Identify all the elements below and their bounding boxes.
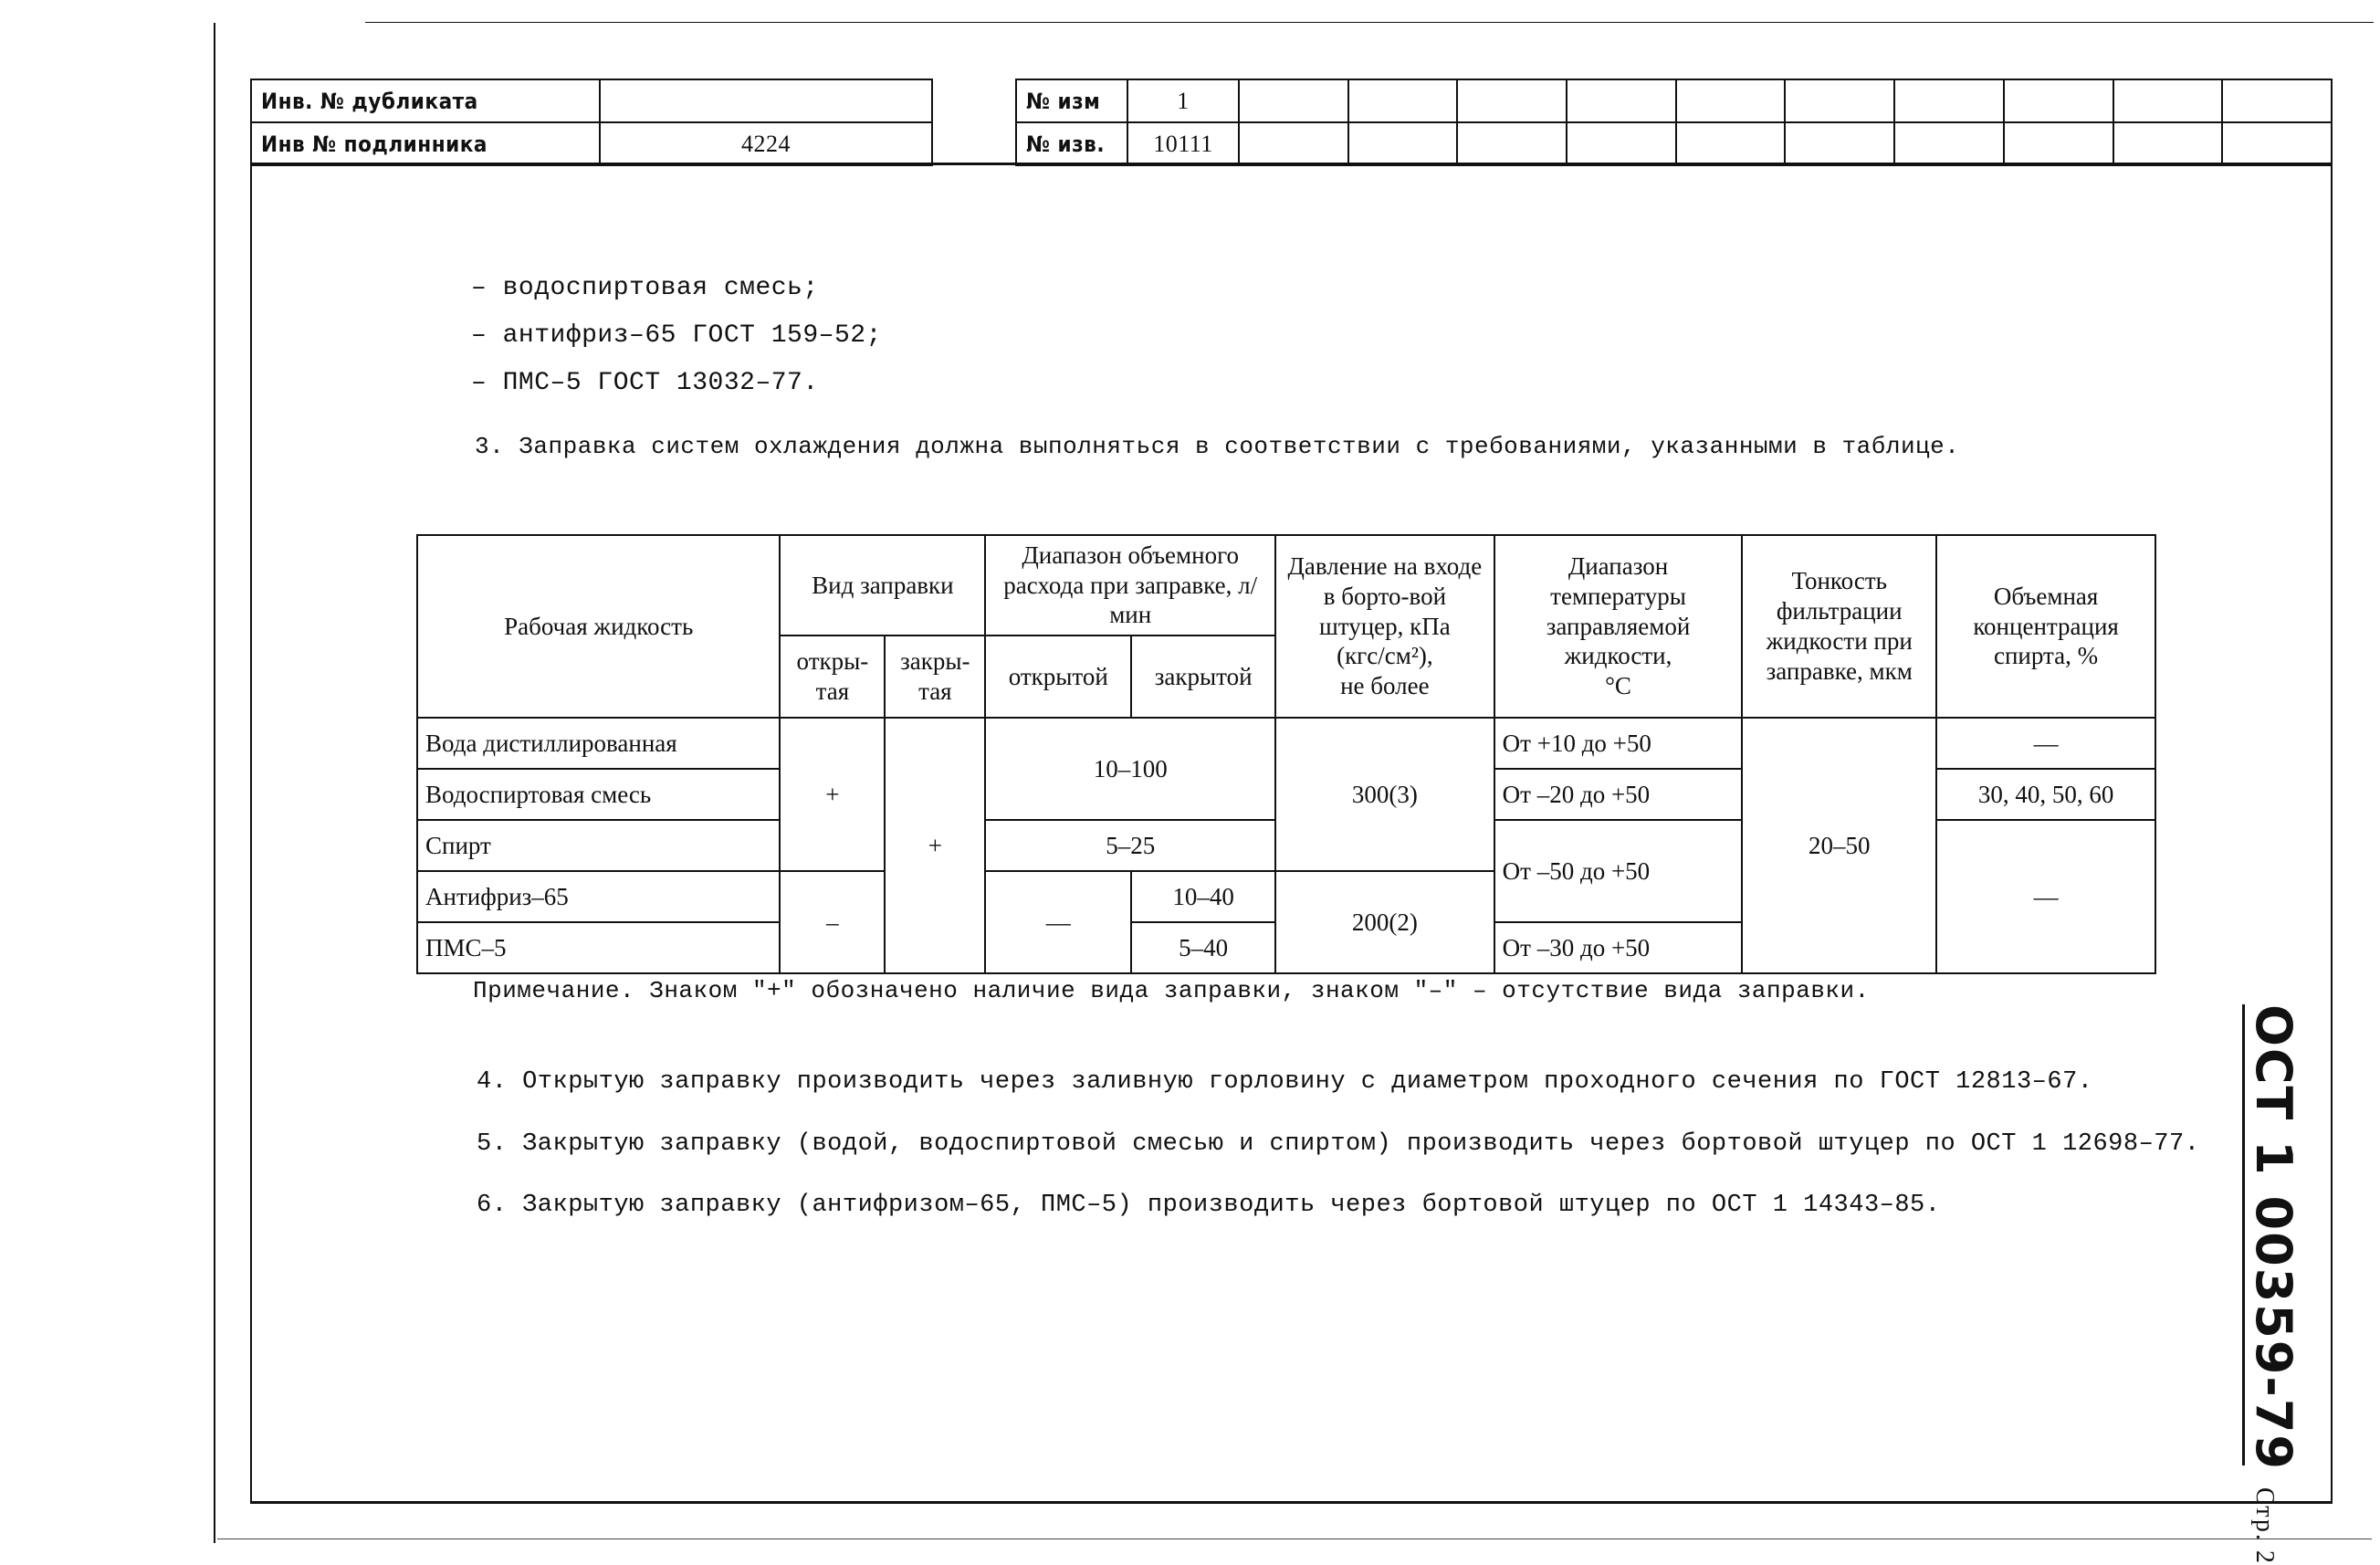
header-pressure-line1: Давление на входе в борто-вой штуцер, кПа: [1287, 551, 1483, 640]
filling-requirements-table: [416, 534, 2156, 974]
top-outer-border: [365, 22, 2374, 23]
temp-cell: От –20 до +50: [1494, 769, 1743, 820]
filter-value: 20–50: [1742, 718, 1936, 973]
stamp-original-value: 4224: [600, 122, 932, 165]
header-alcohol: Объемная концентрация спирта, %: [1936, 535, 2155, 718]
header-pressure-line2: (кгс/см²),: [1337, 642, 1433, 670]
stamp-cell: [2113, 79, 2223, 122]
alcohol-cell: 30, 40, 50, 60: [1936, 769, 2155, 820]
fill-open-minus: –: [780, 871, 885, 973]
header-temperature-line2: °С: [1605, 672, 1631, 700]
stamp-cell: [1348, 79, 1458, 122]
header-flow-closed: закрытой: [1131, 635, 1275, 718]
flow-10-40: 10–40: [1131, 871, 1275, 922]
stamp-change-label: № изм: [1016, 79, 1127, 122]
frame-right: [2331, 79, 2333, 1503]
pressure-200: 200(2): [1275, 871, 1494, 973]
stamp-cell: [1457, 122, 1567, 165]
stamp-cell: [2113, 122, 2223, 165]
stamp-original-label: Инв № подлинника: [251, 122, 600, 165]
fluid-cell: Спирт: [417, 820, 780, 871]
page-number: Стр. 2: [2250, 1486, 2279, 1565]
flow-5-25: 5–25: [985, 820, 1275, 871]
temp-cell: От –50 до +50: [1494, 820, 1743, 922]
fluid-cell: ПМС–5: [417, 922, 780, 973]
fill-open-plus: +: [780, 718, 885, 871]
stamp-notice-label: № изв.: [1016, 122, 1127, 165]
table-note: Примечание. Знаком "+" обозначено наличие вида заправки, знаком "–" – отсутствие вида заправки.: [473, 977, 1870, 1004]
header-flow-open: открытой: [985, 635, 1131, 718]
stamp-cell: [1894, 79, 2004, 122]
paragraph-4: 4. Открытую заправку производить через заливную горловину с диаметром проходного сечения по ГОСТ 12813–67.: [477, 1068, 2093, 1096]
header-pressure-line3: не более: [1340, 672, 1430, 700]
temp-cell: От +10 до +50: [1494, 718, 1743, 769]
fluid-cell: Антифриз–65: [417, 871, 780, 922]
alcohol-cell: —: [1936, 718, 2155, 769]
stamp-cell: [1785, 122, 1894, 165]
stamp-change-value: 1: [1127, 79, 1239, 122]
list-item: – антифриз–65 ГОСТ 159–52;: [471, 321, 882, 350]
flow-open-dash: —: [985, 871, 1131, 973]
stamp-cell: [1676, 122, 1786, 165]
header-fluid: Рабочая жидкость: [417, 535, 780, 718]
flow-5-40: 5–40: [1131, 922, 1275, 973]
stamp-duplicate-value: [600, 79, 932, 122]
fluid-cell: Водоспиртовая смесь: [417, 769, 780, 820]
paragraph-6: 6. Закрытую заправку (антифризом–65, ПМС–5) производить через бортовой штуцер по ОСТ 1 14343–85.: [477, 1192, 1941, 1219]
list-item: – водоспиртовая смесь;: [471, 274, 819, 302]
stamp-duplicate-label: Инв. № дубликата: [251, 79, 600, 122]
stamp-cell: [1239, 79, 1348, 122]
stamp-cell: [2004, 79, 2113, 122]
stamp-right: [1015, 79, 2333, 166]
fluid-cell: Вода дистиллированная: [417, 718, 780, 769]
stamp-cell: [1457, 79, 1567, 122]
header-fill-open: откры-тая: [780, 635, 885, 718]
side-code: [2220, 1004, 2302, 1565]
frame-bottom: [250, 1501, 2333, 1504]
list-item: – ПМС–5 ГОСТ 13032–77.: [471, 369, 819, 397]
stamp-cell: [2222, 122, 2332, 165]
stamp-cell: [1348, 122, 1458, 165]
stamp-notice-value: 10111: [1127, 122, 1239, 165]
paragraph-5: 5. Закрытую заправку (водой, водоспиртовой смесью и спиртом) производить через бортовой штуцер по ОСТ 1 12698–77.: [477, 1130, 2200, 1158]
stamp-cell: [1567, 122, 1676, 165]
flow-10-100: 10–100: [985, 718, 1275, 820]
pressure-300: 300(3): [1275, 718, 1494, 871]
temp-cell: От –30 до +50: [1494, 922, 1743, 973]
frame-left: [250, 79, 252, 1503]
header-filter: Тонкость фильтрации жидкости при заправке, мкм: [1742, 535, 1936, 718]
fill-closed-plus: +: [885, 718, 985, 973]
header-fill-closed: закры-тая: [885, 635, 985, 718]
header-temperature: [1494, 535, 1743, 718]
stamp-cell: [1239, 122, 1348, 165]
paragraph-3: 3. Заправка систем охлаждения должна выполняться в соответствии с требованиями, указанными в таблице.: [475, 433, 1960, 460]
stamp-cell: [1567, 79, 1676, 122]
stamp-cell: [2004, 122, 2113, 165]
header-fill-type: Вид заправки: [780, 535, 985, 635]
header-pressure: [1275, 535, 1494, 718]
header-temperature-line1: Диапазон температуры заправляемой жидкости,: [1546, 551, 1691, 670]
stamp-left: [250, 79, 933, 166]
stamp-cell: [1894, 122, 2004, 165]
stamp-cell: [2222, 79, 2332, 122]
document-code: ОСТ 1 00359-79: [2245, 1004, 2302, 1471]
header-flow-range: Диапазон объемного расхода при заправке, л/мин: [985, 535, 1275, 635]
stamp-cell: [1676, 79, 1786, 122]
left-outer-border: [214, 23, 215, 1543]
stamp-cell: [1785, 79, 1894, 122]
alcohol-cell: —: [1936, 820, 2155, 973]
